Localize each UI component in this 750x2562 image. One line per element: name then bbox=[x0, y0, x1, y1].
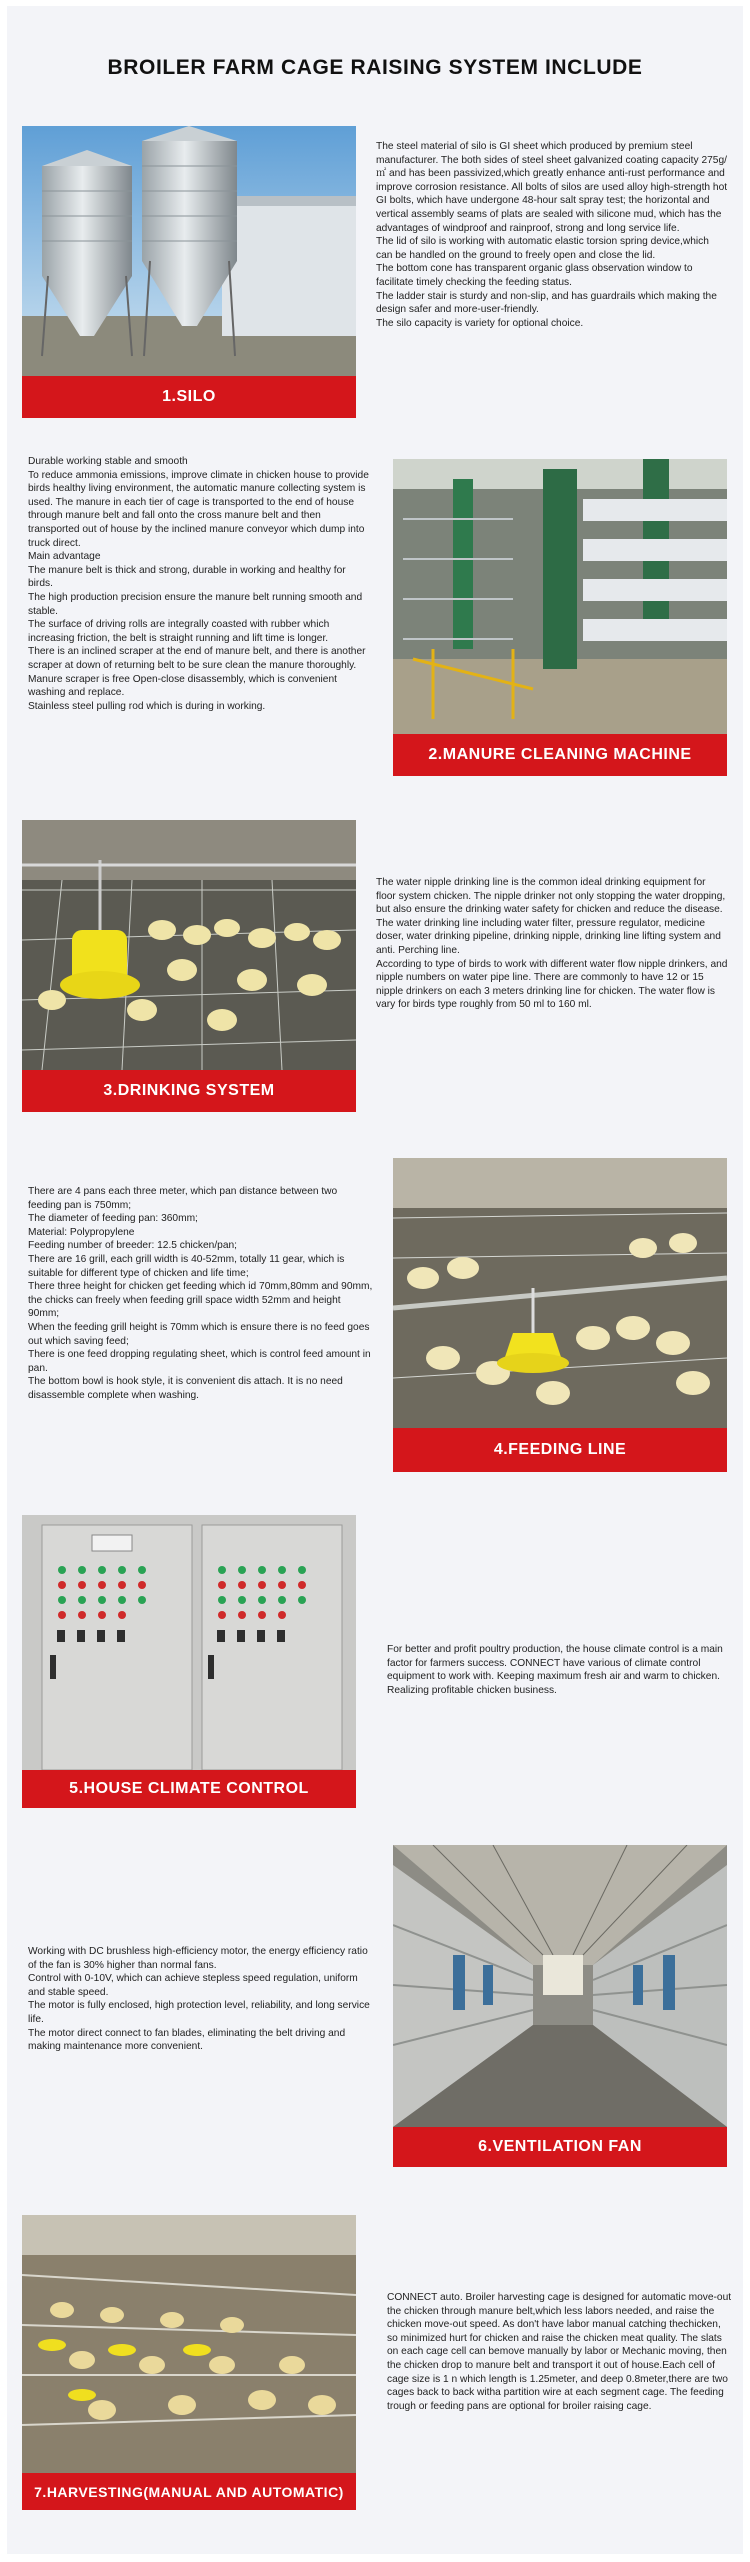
section-drinking bbox=[0, 820, 750, 1120]
climate-paragraph: For better and profit poultry production, the house climate control is a main factor for farmers success. CONNECT have various of climate control equipment to work with. Keeping maximum fresh air and warm to chicken. Realizing profitable chicken business. bbox=[387, 1644, 723, 1696]
silo-description bbox=[376, 140, 728, 330]
manure-paragraph: Durable working stable and smooth bbox=[28, 456, 188, 467]
section-label-drinking: 3.DRINKING SYSTEM bbox=[22, 1070, 356, 1112]
manure-paragraph: Manure scraper is free Open-close disassembly, which is convenient washing and replace. bbox=[28, 673, 337, 699]
manure-image-block bbox=[393, 459, 727, 779]
section-climate-control bbox=[0, 1515, 750, 1815]
feeding-paragraph: When the feeding grill height is 70mm which is ensure there is no feed goes out which saving feed; bbox=[28, 1321, 370, 1347]
page-title: BROILER FARM CAGE RAISING SYSTEM INCLUDE bbox=[107, 56, 643, 79]
section-label-manure: 2.MANURE CLEANING MACHINE bbox=[393, 734, 727, 776]
drinking-description bbox=[376, 876, 728, 1012]
feeding-paragraph: The diameter of feeding pan: 360mm; bbox=[28, 1213, 198, 1225]
manure-paragraph: To reduce ammonia emissions, improve climate in chicken house to provide birds healthy living environment, the automatic manure collecting system is used. The manure in each tier of cage is transported to the end of house through manure belt and fall onto the cross manure belt and then transported out of house by the inclined manure conveyor which dump into truck direct. bbox=[28, 469, 369, 549]
feeding-paragraph: Material: Polypropylene bbox=[28, 1226, 135, 1238]
silo-paragraph: The lid of silo is working with automatic elastic torsion spring device,which can be handled on the ground to freely open and close the lid. bbox=[376, 236, 709, 261]
control-cabinet-photo bbox=[22, 1515, 356, 1770]
ventilation-paragraph: The motor is fully enclosed, high protection level, reliability, and long service life. bbox=[28, 2000, 370, 2025]
manure-paragraph: Stainless steel pulling rod which is during in working. bbox=[28, 700, 266, 712]
section-feeding bbox=[0, 1155, 750, 1475]
ventilation-image-block bbox=[393, 1845, 727, 2167]
harvesting-image-block bbox=[22, 2215, 356, 2510]
harvesting-cage-photo bbox=[22, 2215, 356, 2473]
manure-paragraph: Main advantage bbox=[28, 551, 101, 563]
drinking-chicks-photo bbox=[22, 820, 356, 1070]
feeding-paragraph: There is one feed dropping regulating sheet, which is control feed amount in pan. bbox=[28, 1349, 371, 1374]
feeding-paragraph: There three height for chicken get feeding which id 70mm,80mm and 90mm, the chicks can freely when feeding grill space width 52mm and height 90mm; bbox=[28, 1281, 373, 1320]
section-ventilation bbox=[0, 1845, 750, 2165]
harvesting-description bbox=[387, 2291, 732, 2413]
feeding-image-block bbox=[393, 1158, 727, 1473]
feeding-pan-photo bbox=[393, 1158, 727, 1428]
ventilation-paragraph: Working with DC brushless high-efficiency motor, the energy efficiency ratio of the fan is 30% higher than normal fans. bbox=[28, 1946, 368, 1971]
section-label-feeding: 4.FEEDING LINE bbox=[393, 1428, 727, 1472]
climate-image-block bbox=[22, 1515, 356, 1808]
ventilation-paragraph: Control with 0-10V, which can achieve stepless speed regulation, uniform and stable speed. bbox=[28, 1973, 358, 1998]
drinking-image-block bbox=[22, 820, 356, 1112]
manure-belt-photo bbox=[393, 459, 727, 734]
manure-paragraph: The surface of driving rolls are integrally coasted with rubber which increasing friction, the belt is straight running and lift time is longer. bbox=[28, 619, 330, 644]
feeding-paragraph: There are 4 pans each three meter, which pan distance between two feeding pan is 750mm; bbox=[28, 1186, 338, 1211]
manure-paragraph: The high production precision ensure the manure belt running smooth and stable. bbox=[28, 591, 363, 617]
drinking-paragraph: According to type of birds to work with different water flow nipple drinkers, and nipple numbers on water pipe line. There are commonly to have 12 or 15 nipple drinkers on each 3 meters drinking line for chicken. The water flow is vary for birds type roughly from 50 ml to 160 ml. bbox=[376, 958, 728, 1011]
feeding-paragraph: The bottom bowl is hook style, it is convenient dis attach. It is no need disassemble complete when washing. bbox=[28, 1376, 343, 1401]
silo-paragraph: The bottom cone has transparent organic glass observation window to facilitate timely checking the feeding status. bbox=[376, 263, 693, 288]
section-label-ventilation: 6.VENTILATION FAN bbox=[393, 2127, 727, 2167]
manure-paragraph: The manure belt is thick and strong, durable in working and healthy for birds. bbox=[28, 564, 346, 590]
section-harvesting bbox=[0, 2215, 750, 2515]
silo-paragraph: The ladder stair is sturdy and non-slip, and has guardrails which making the design safer and more-user-friendly. bbox=[376, 290, 717, 316]
section-label-silo: 1.SILO bbox=[22, 376, 356, 418]
manure-description bbox=[28, 455, 373, 713]
grain-silo-photo bbox=[22, 126, 356, 376]
silo-paragraph: The steel material of silo is GI sheet which produced by premium steel manufacturer. The both sides of steel sheet galvanized coating capacity 275g/㎡ and has been passivized,which greatly enhance anti-rust performance and improve corrosion resistance. All bolts of silos are used alloy high-strength hot GI bolts, which have undergone 48-hour salt spray test; the horizontal and vertical assembly seams of plats are sealed with silicone mud, which has the advantages of windproof and rainproof, strong and long service life. bbox=[376, 141, 728, 234]
silo-image-block bbox=[22, 126, 356, 418]
section-manure-cleaning bbox=[0, 455, 750, 785]
section-label-harvesting: 7.HARVESTING(MANUAL AND AUTOMATIC) bbox=[22, 2473, 356, 2510]
silo-paragraph: The silo capacity is variety for optional choice. bbox=[376, 317, 584, 329]
climate-description bbox=[387, 1643, 732, 1697]
section-silo bbox=[0, 126, 750, 426]
drinking-paragraph: The water nipple drinking line is the common ideal drinking equipment for floor system chicken. The nipple drinker not only stopping the water dropping, but also ensure the drinking water safety for chicken and reduce the disease. bbox=[376, 877, 726, 916]
feeding-description bbox=[28, 1185, 373, 1403]
section-label-climate: 5.HOUSE CLIMATE CONTROL bbox=[22, 1770, 356, 1808]
manure-paragraph: There is an inclined scraper at the end of manure belt, and there is another scraper at down of returning belt to be sure clean the manure thoroughly. bbox=[28, 646, 366, 671]
feeding-paragraph: Feeding number of breeder: 12.5 chicken/pan; bbox=[28, 1240, 237, 1252]
ventilation-house-photo bbox=[393, 1845, 727, 2127]
feeding-paragraph: There are 16 grill, each grill width is 40-52mm, totally 11 gear, which is suitable for different type of chicken and life time; bbox=[28, 1253, 345, 1279]
ventilation-description bbox=[28, 1945, 373, 2054]
drinking-paragraph: The water drinking line including water filter, pressure regulator, medicine doser, water drinking pipeline, drinking nipple, drinking line lifting system and anti. Perching line. bbox=[376, 917, 721, 956]
harvesting-paragraph: CONNECT auto. Broiler harvesting cage is designed for automatic move-out the chicken through manure belt,which less labors needed, and raise the chicken move-out speed. As don't have labor manual catching thechicken, so minimized hurt for chicken and raise the chicken meat quality. The slats on each cage cell can bemove manually by labor or Mechanic moving, then the chicken drop to manure belt and transport it out of house.Each cell of cage size is 1 n which length is 1.25meter, and deep 0.8meter,there are two cages back to back witha partition wire at each segment cage. The feeding trough or feeding pans are optional for broiler raising cage. bbox=[387, 2292, 732, 2412]
ventilation-paragraph: The motor direct connect to fan blades, eliminating the belt driving and making maintenance more convenient. bbox=[28, 2027, 346, 2053]
